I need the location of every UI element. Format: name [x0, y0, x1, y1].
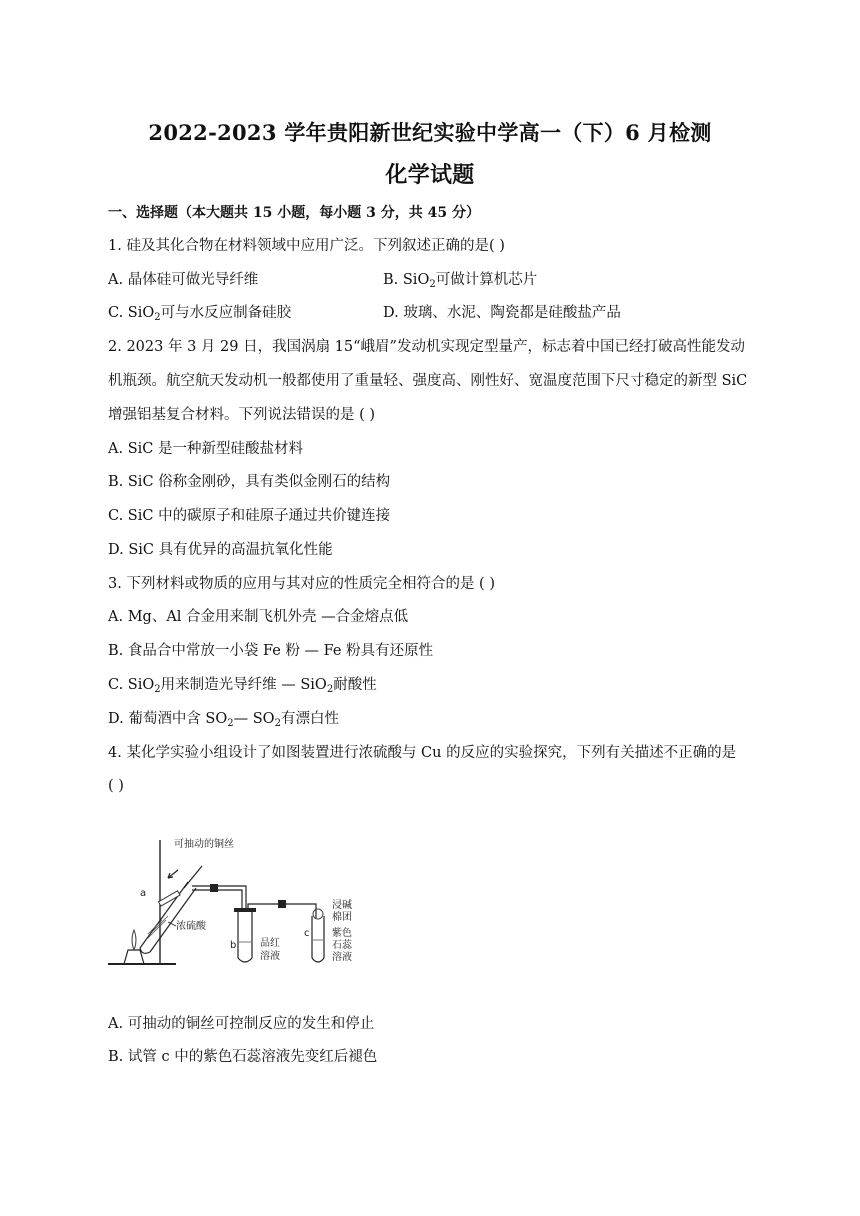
q4-stem-line2: ( ): [108, 778, 124, 794]
q1-stem: 1. 硅及其化合物在材料领域中应用广泛。下列叙述正确的是( ): [108, 238, 505, 254]
label-a: a: [140, 888, 147, 899]
label-pinhong-2: 溶液: [260, 951, 280, 962]
q2-stem-line3: 增强铝基复合材料。下列说法错误的是 ( ): [108, 407, 376, 423]
q2-option-d: D. SiC 具有优异的高温抗氧化性能: [108, 542, 333, 558]
q2-option-a: A. SiC 是一种新型硅酸盐材料: [108, 441, 303, 457]
label-jinjian-1: 浸碱: [332, 900, 352, 911]
q2-stem-line2: 机瓶颈。航空航天发动机一般都使用了重量轻、强度高、刚性好、宽温度范围下尺寸稳定的新型 SiC: [108, 373, 748, 389]
clamp: [158, 891, 180, 906]
test-tube-b: [234, 908, 256, 962]
label-copper-wire: 可抽动的铜丝: [174, 839, 234, 850]
label-pinhong-1: 品红: [260, 938, 280, 949]
connect-tube-1: [192, 886, 246, 908]
label-c: c: [304, 928, 310, 939]
label-jinjian-2: 棉团: [332, 912, 352, 923]
label-acid: 浓硫酸: [176, 921, 206, 932]
q1-option-a: A. 晶体硅可做光导纤维: [108, 272, 259, 288]
q4-option-b: B. 试管 c 中的紫色石蕊溶液先变红后褪色: [108, 1049, 378, 1065]
exam-title: 2022-2023 学年贵阳新世纪实验中学高一（下）6 月检测: [148, 120, 712, 145]
q3-option-b: B. 食品合中常放一小袋 Fe 粉 — Fe 粉具有还原性: [108, 643, 434, 659]
exam-subtitle: 化学试题: [385, 162, 475, 188]
apparatus-diagram: [106, 830, 362, 970]
reaction-tube-a: [140, 882, 196, 953]
q2-stem-line1: 2. 2023 年 3 月 29 日，我国涡扇 15“峨眉”发动机实现定型量产，标志着中国已经打破高性能发动: [108, 339, 745, 355]
label-zise-1: 紫色: [332, 928, 352, 939]
q4-option-a: A. 可抽动的铜丝可控制反应的发生和停止: [108, 1016, 375, 1032]
q3-stem: 3. 下列材料或物质的应用与其对应的性质完全相符合的是 ( ): [108, 576, 495, 592]
burner: [124, 950, 144, 964]
copper-wire: [184, 866, 202, 888]
valve-1: [210, 884, 218, 892]
label-b: b: [230, 940, 237, 951]
label-zise-2: 石蕊: [332, 940, 352, 951]
section-heading: 一、选择题（本大题共 15 小题，每小题 3 分，共 45 分）: [108, 205, 480, 221]
test-tube-c: [312, 909, 324, 962]
q4-stem-line1: 4. 某化学实验小组设计了如图装置进行浓硫酸与 Cu 的反应的实验探究，下列有关描述不正确的是: [108, 745, 737, 761]
q1-option-c: C. SiO$_2$可与水反应制备硅胶: [108, 305, 292, 323]
label-zise-3: 溶液: [332, 952, 352, 963]
q2-option-c: C. SiC 中的碳原子和硅原子通过共价键连接: [108, 508, 391, 524]
q1-option-b: B. SiO$_2$可做计算机芯片: [383, 272, 538, 290]
q2-option-b: B. SiC 俗称金刚砂，具有类似金刚石的结构: [108, 474, 391, 490]
flame: [132, 930, 136, 950]
q3-option-d: D. 葡萄酒中含 $SO_2—$ $SO_2$有漂白性: [108, 711, 339, 729]
q3-option-c: C. SiO$_2$用来制造光导纤维 — SiO$_2$耐酸性: [108, 677, 377, 695]
q3-option-a: A. Mg、Al 合金用来制飞机外壳 —合金熔点低: [108, 609, 409, 625]
valve-2: [278, 900, 286, 908]
q1-option-d: D. 玻璃、水泥、陶瓷都是硅酸盐产品: [383, 305, 621, 321]
